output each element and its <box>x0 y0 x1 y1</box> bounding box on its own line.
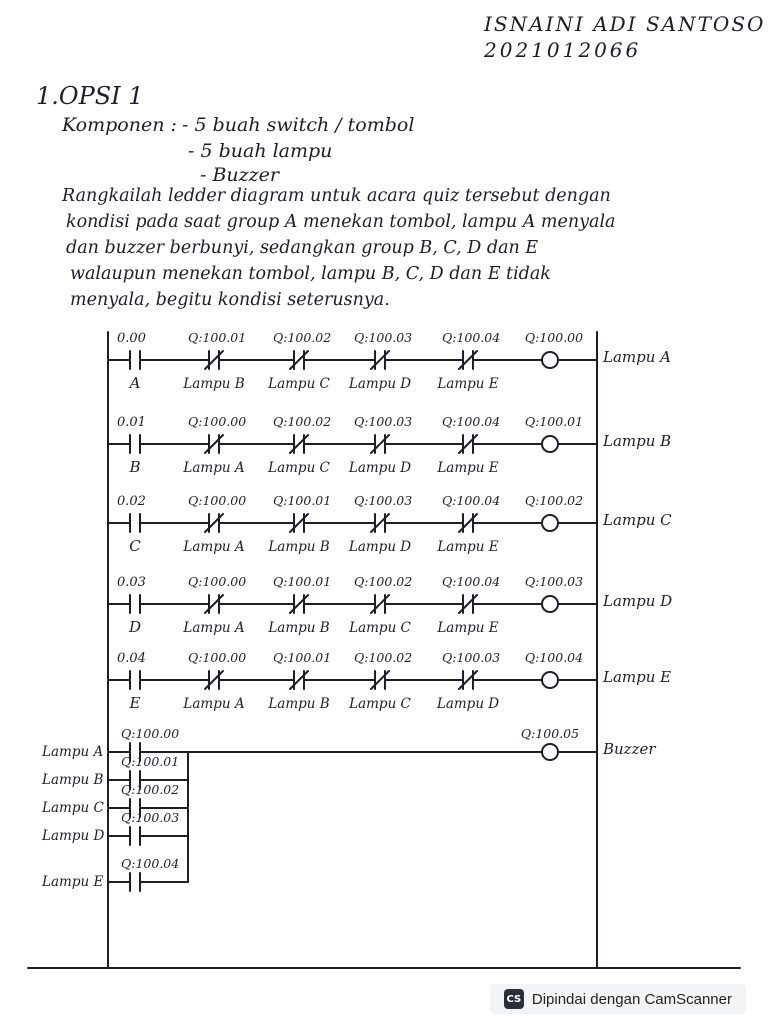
input-label: E <box>129 694 141 712</box>
branch-label: Lampu B <box>42 772 104 788</box>
contact-label: Lampu E <box>437 460 499 476</box>
contact-address: Q:100.01 <box>273 574 332 589</box>
contact-address: Q:100.04 <box>442 493 501 508</box>
branch-label: Lampu E <box>42 874 104 890</box>
coil-address: Q:100.00 <box>524 330 584 345</box>
input-label: C <box>129 537 141 555</box>
rung <box>108 330 671 392</box>
contact-address: Q:100.00 <box>188 493 247 508</box>
contact-address: Q:100.01 <box>188 330 247 345</box>
input-label: A <box>129 374 141 392</box>
coil-label: Lampu D <box>603 592 673 610</box>
contact-label: Lampu B <box>268 620 330 636</box>
contact-address: Q:100.04 <box>442 414 501 429</box>
camscanner-logo-icon: CS <box>504 989 524 1009</box>
watermark-text: Dipindai dengan CamScanner <box>531 990 732 1008</box>
contact-address: Q:100.02 <box>273 330 332 345</box>
input-label: B <box>129 458 141 476</box>
contact-address: Q:100.02 <box>354 650 413 665</box>
contact-address: Q:100.01 <box>273 493 332 508</box>
coil-address: Q:100.01 <box>524 414 584 429</box>
contact-label: Lampu C <box>268 460 330 476</box>
input-address: 0.04 <box>117 651 146 666</box>
contact-address: Q:100.03 <box>354 414 413 429</box>
coil-circle <box>542 352 558 368</box>
buzzer-rung <box>41 726 656 891</box>
contact-address: Q:100.04 <box>442 330 501 345</box>
component-item: - 5 buah lampu <box>188 140 333 162</box>
contact-address: Q:100.03 <box>354 493 413 508</box>
component-item: - Buzzer <box>200 164 280 186</box>
input-address: 0.01 <box>117 415 146 430</box>
contact-label: Lampu E <box>437 620 499 636</box>
contact-address: Q:100.02 <box>354 574 413 589</box>
coil-label: Lampu E <box>603 668 672 686</box>
task-line: dan buzzer berbunyi, sedangkan group B, C, D dan E <box>66 238 539 258</box>
component-item: - 5 buah switch / tombol <box>182 114 415 136</box>
contact-address: Q:100.04 <box>442 574 501 589</box>
rungs <box>108 330 672 712</box>
task-line: walaupun menekan tombol, lampu B, C, D dan E tidak <box>70 264 551 284</box>
contact-address: Q:100.03 <box>354 330 413 345</box>
coil-label: Lampu B <box>603 432 672 450</box>
branch-address: Q:100.01 <box>121 754 180 769</box>
input-address: 0.00 <box>117 331 146 346</box>
input-address: 0.02 <box>117 494 146 509</box>
contact-label: Lampu A <box>183 620 245 636</box>
input-label: D <box>128 618 142 636</box>
branch-address: Q:100.00 <box>121 726 180 741</box>
contact-label: Lampu B <box>183 376 245 392</box>
student-id: 2021012066 <box>484 38 642 62</box>
coil-circle <box>542 744 558 760</box>
task-line: menyala, begitu kondisi seterusnya. <box>70 290 390 310</box>
contact-address: Q:100.02 <box>273 414 332 429</box>
rung <box>108 414 671 476</box>
coil-address: Q:100.02 <box>524 493 584 508</box>
coil-circle <box>542 596 558 612</box>
contact-label: Lampu E <box>437 539 499 555</box>
contact-label: Lampu B <box>268 696 330 712</box>
contact-address: Q:100.00 <box>188 650 247 665</box>
contact-address: Q:100.00 <box>188 414 247 429</box>
branch-address: Q:100.03 <box>121 810 180 825</box>
contact-label: Lampu A <box>183 460 245 476</box>
branch-label: Lampu D <box>42 828 105 844</box>
branch-label: Lampu A <box>42 744 104 760</box>
coil-circle <box>542 672 558 688</box>
contact-address: Q:100.03 <box>442 650 501 665</box>
contact-label: Lampu D <box>348 460 412 476</box>
coil-address: Q:100.04 <box>524 650 584 665</box>
contact-address: Q:100.01 <box>273 650 332 665</box>
task-line: kondisi pada saat group A menekan tombol, lampu A menyala <box>66 212 616 232</box>
rung <box>108 650 671 712</box>
input-address: 0.03 <box>117 575 146 590</box>
contact-label: Lampu D <box>348 539 412 555</box>
contact-label: Lampu D <box>348 376 412 392</box>
camscanner-watermark <box>490 984 746 1014</box>
coil-circle <box>542 515 558 531</box>
components-label: Komponen : <box>62 114 177 136</box>
contact-label: Lampu C <box>349 696 411 712</box>
coil-address: Q:100.03 <box>524 574 584 589</box>
contact-label: Lampu C <box>268 376 330 392</box>
contact-label: Lampu B <box>268 539 330 555</box>
buzzer-coil-label: Buzzer <box>603 740 656 758</box>
coil-label: Lampu A <box>603 348 671 366</box>
contact-label: Lampu C <box>349 620 411 636</box>
branch-label: Lampu C <box>42 800 104 816</box>
contact-label: Lampu A <box>183 696 245 712</box>
branch-address: Q:100.02 <box>121 782 180 797</box>
buzzer-coil-address: Q:100.05 <box>520 726 580 741</box>
coil-label: Lampu C <box>603 511 672 529</box>
coil-circle <box>542 436 558 452</box>
contact-label: Lampu E <box>437 376 499 392</box>
student-name: ISNAINI ADI SANTOSO <box>484 12 766 36</box>
contact-label: Lampu A <box>183 539 245 555</box>
task-line: Rangkailah ledder diagram untuk acara quiz tersebut dengan <box>62 186 611 206</box>
branch-address: Q:100.04 <box>121 856 180 871</box>
section-title: 1.OPSI 1 <box>36 82 144 110</box>
rung <box>108 493 672 555</box>
contact-label: Lampu D <box>436 696 500 712</box>
rung <box>108 574 672 636</box>
buzzer-branch <box>41 856 188 891</box>
contact-address: Q:100.00 <box>188 574 247 589</box>
